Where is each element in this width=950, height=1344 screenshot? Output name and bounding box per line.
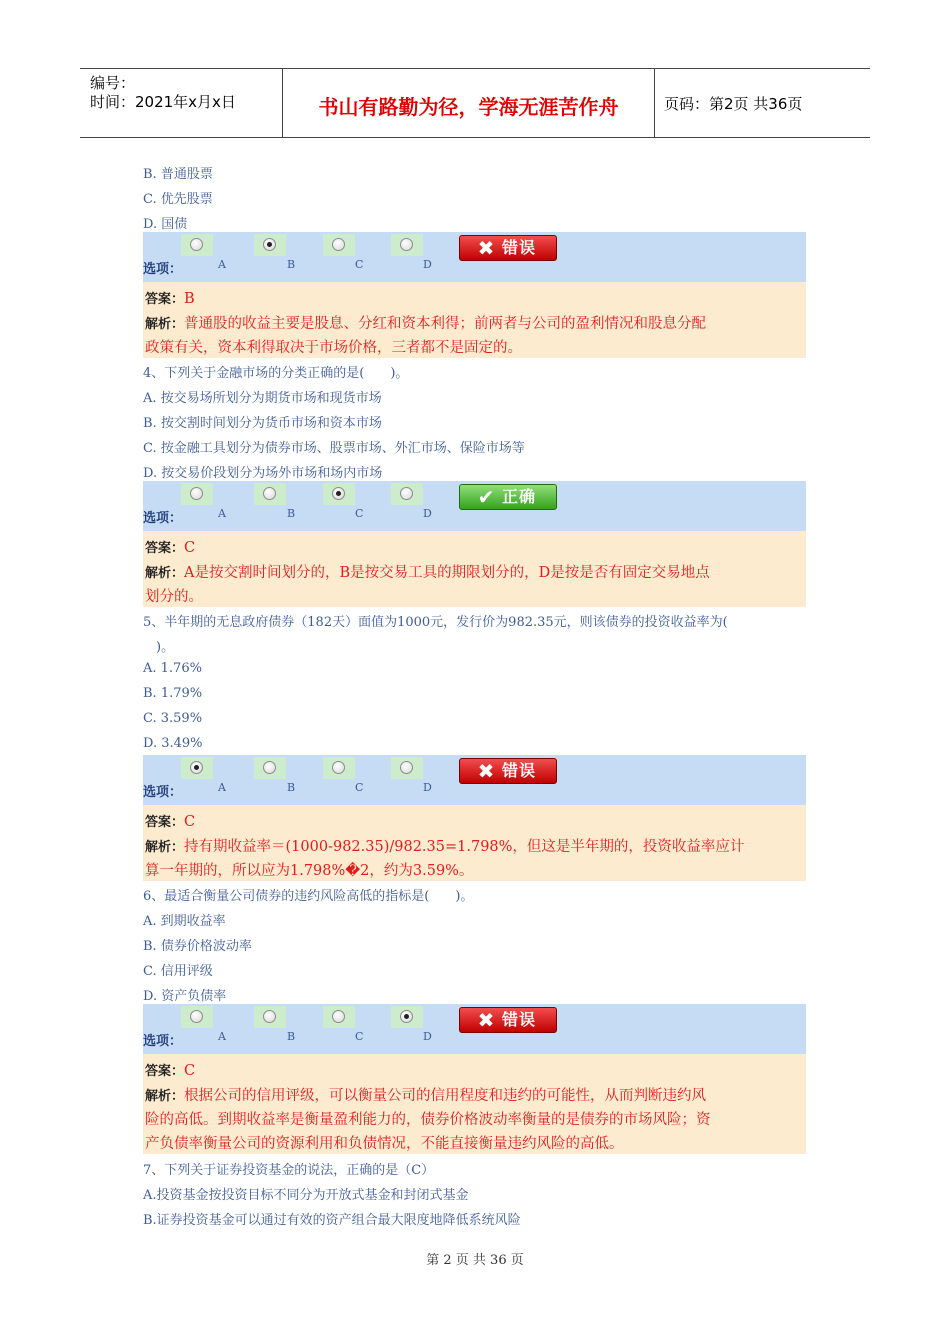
- answer-block: [143, 1054, 806, 1154]
- option-letter: A: [218, 258, 226, 271]
- header-motto-cell: [283, 69, 655, 137]
- radio-option-c[interactable]: [323, 234, 355, 256]
- analysis-text: 产负债率衡量公司的资源利用和负债情况，不能直接衡量违约风险的高低。: [145, 1136, 624, 1152]
- option-letter: D: [423, 781, 432, 794]
- analysis-text: A是按交割时间划分的，B是按交易工具的期限划分的，D是按是否有固定交易地点: [184, 565, 710, 581]
- analysis-text: 险的高低。到期收益率是衡量盈利能力的，债券价格波动率衡量的是债券的市场风险；资: [145, 1112, 711, 1128]
- result-badge-wrong: ✖ 错误: [459, 758, 557, 784]
- answer-block: [143, 805, 806, 881]
- radio-option-c[interactable]: [323, 757, 355, 779]
- options-label: 选项：: [143, 785, 183, 800]
- document-date: 时间：2021年x月x日: [90, 93, 236, 111]
- choice-text: A.投资基金按投资目标不同分为开放式基金和封闭式基金: [143, 1188, 469, 1203]
- option-letter: A: [218, 781, 226, 794]
- radio-option-c[interactable]: [323, 1006, 355, 1028]
- answer-value: C: [184, 540, 196, 556]
- answer-block: [143, 531, 806, 607]
- option-letter: C: [355, 781, 364, 794]
- result-badge-right: ✔ 正确: [459, 484, 557, 510]
- question-text: 7、下列关于证券投资基金的说法，正确的是（C）: [143, 1163, 435, 1178]
- analysis-text: 划分的。: [145, 589, 203, 605]
- choice-text: D. 资产负债率: [143, 989, 227, 1004]
- option-letter: B: [287, 1030, 296, 1043]
- radio-option-d[interactable]: [391, 234, 423, 256]
- analysis-label: 解析：: [145, 317, 185, 332]
- choice-text: D. 3.49%: [143, 736, 203, 751]
- radio-option-b[interactable]: [254, 757, 286, 779]
- options-label: 选项：: [143, 262, 183, 277]
- document-number: 编号：: [90, 74, 136, 92]
- analysis-text: 普通股的收益主要是股息、分红和资本利得；前两者与公司的盈利情况和股息分配: [184, 316, 707, 332]
- header-meta-cell: [80, 69, 283, 137]
- choice-text: B. 普通股票: [143, 167, 213, 182]
- choice-text: B. 1.79%: [143, 686, 203, 701]
- analysis-text: 算一年期的，所以应为1.798%�2，约为3.59%。: [145, 863, 474, 879]
- question-text: 5、半年期的无息政府债券（182天）面值为1000元，发行价为982.35元，则该债券的投资收益率为(: [143, 615, 728, 630]
- choice-text: B. 按交割时间划分为货币市场和资本市场: [143, 416, 382, 431]
- question-text: 6、最适合衡量公司债券的违约风险高低的指标是( )。: [143, 889, 474, 904]
- radio-option-d[interactable]: [391, 757, 423, 779]
- options-bar: [143, 232, 806, 282]
- analysis-label: 解析：: [145, 566, 185, 581]
- answer-label: 答案：: [145, 815, 185, 830]
- answer-value: C: [184, 814, 196, 830]
- radio-option-c[interactable]: [323, 483, 355, 505]
- option-letter: D: [423, 258, 432, 271]
- options-label: 选项：: [143, 511, 183, 526]
- choice-text: C. 3.59%: [143, 711, 203, 726]
- answer-block: [143, 282, 806, 358]
- choice-text: B.证券投资基金可以通过有效的资产组合最大限度地降低系统风险: [143, 1213, 521, 1228]
- radio-option-b[interactable]: [254, 1006, 286, 1028]
- question-text: )。: [143, 640, 175, 655]
- radio-option-d[interactable]: [391, 1006, 423, 1028]
- radio-option-a[interactable]: [181, 234, 213, 256]
- option-letter: B: [287, 781, 296, 794]
- analysis-label: 解析：: [145, 1089, 185, 1104]
- page-header: [80, 68, 870, 138]
- radio-option-a[interactable]: [181, 483, 213, 505]
- choice-text: C. 优先股票: [143, 192, 213, 207]
- analysis-text: 政策有关，资本利得取决于市场价格，三者都不是固定的。: [145, 340, 522, 356]
- choice-text: D. 国债: [143, 217, 188, 232]
- options-label: 选项：: [143, 1034, 183, 1049]
- cross-icon: ✖: [477, 759, 495, 783]
- header-page-number: 页码：第2页 共36页: [664, 95, 803, 113]
- option-letter: C: [355, 258, 364, 271]
- analysis-label: 解析：: [145, 840, 185, 855]
- choice-text: A. 按交易场所划分为期货市场和现货市场: [143, 391, 382, 406]
- option-letter: D: [423, 1030, 432, 1043]
- answer-label: 答案：: [145, 292, 185, 307]
- question-text: 4、下列关于金融市场的分类正确的是( )。: [143, 366, 409, 381]
- result-badge-wrong: ✖ 错误: [459, 235, 557, 261]
- choice-text: A. 到期收益率: [143, 914, 226, 929]
- radio-option-a[interactable]: [181, 757, 213, 779]
- radio-option-b[interactable]: [254, 234, 286, 256]
- header-motto: 书山有路勤为径，学海无涯苦作舟: [318, 95, 619, 119]
- answer-value: C: [184, 1063, 196, 1079]
- option-letter: C: [355, 507, 364, 520]
- answer-label: 答案：: [145, 541, 185, 556]
- options-bar: [143, 1004, 806, 1054]
- checkmark-icon: ✔: [477, 485, 495, 509]
- cross-icon: ✖: [477, 236, 495, 260]
- result-badge-wrong: ✖ 错误: [459, 1007, 557, 1033]
- analysis-text: 持有期收益率＝(1000-982.35)/982.35=1.798%，但这是半年期的，投资收益率应计: [184, 839, 745, 855]
- option-letter: D: [423, 507, 432, 520]
- choice-text: D. 按交易价段划分为场外市场和场内市场: [143, 466, 383, 481]
- radio-option-a[interactable]: [181, 1006, 213, 1028]
- radio-option-b[interactable]: [254, 483, 286, 505]
- option-letter: C: [355, 1030, 364, 1043]
- option-letter: A: [218, 507, 226, 520]
- choice-text: C. 信用评级: [143, 964, 213, 979]
- option-letter: B: [287, 507, 296, 520]
- options-bar: [143, 481, 806, 531]
- answer-label: 答案：: [145, 1064, 185, 1079]
- analysis-text: 根据公司的信用评级，可以衡量公司的信用程度和违约的可能性，从而判断违约风: [184, 1088, 707, 1104]
- answer-value: B: [184, 291, 195, 307]
- choice-text: B. 债券价格波动率: [143, 939, 252, 954]
- options-bar: [143, 755, 806, 805]
- page-footer: 第 2 页 共 36 页: [426, 1253, 524, 1268]
- option-letter: A: [218, 1030, 226, 1043]
- cross-icon: ✖: [477, 1008, 495, 1032]
- header-page-cell: [655, 69, 870, 137]
- choice-text: A. 1.76%: [143, 661, 202, 676]
- option-letter: B: [287, 258, 296, 271]
- radio-option-d[interactable]: [391, 483, 423, 505]
- choice-text: C. 按金融工具划分为债券市场、股票市场、外汇市场、保险市场等: [143, 441, 525, 456]
